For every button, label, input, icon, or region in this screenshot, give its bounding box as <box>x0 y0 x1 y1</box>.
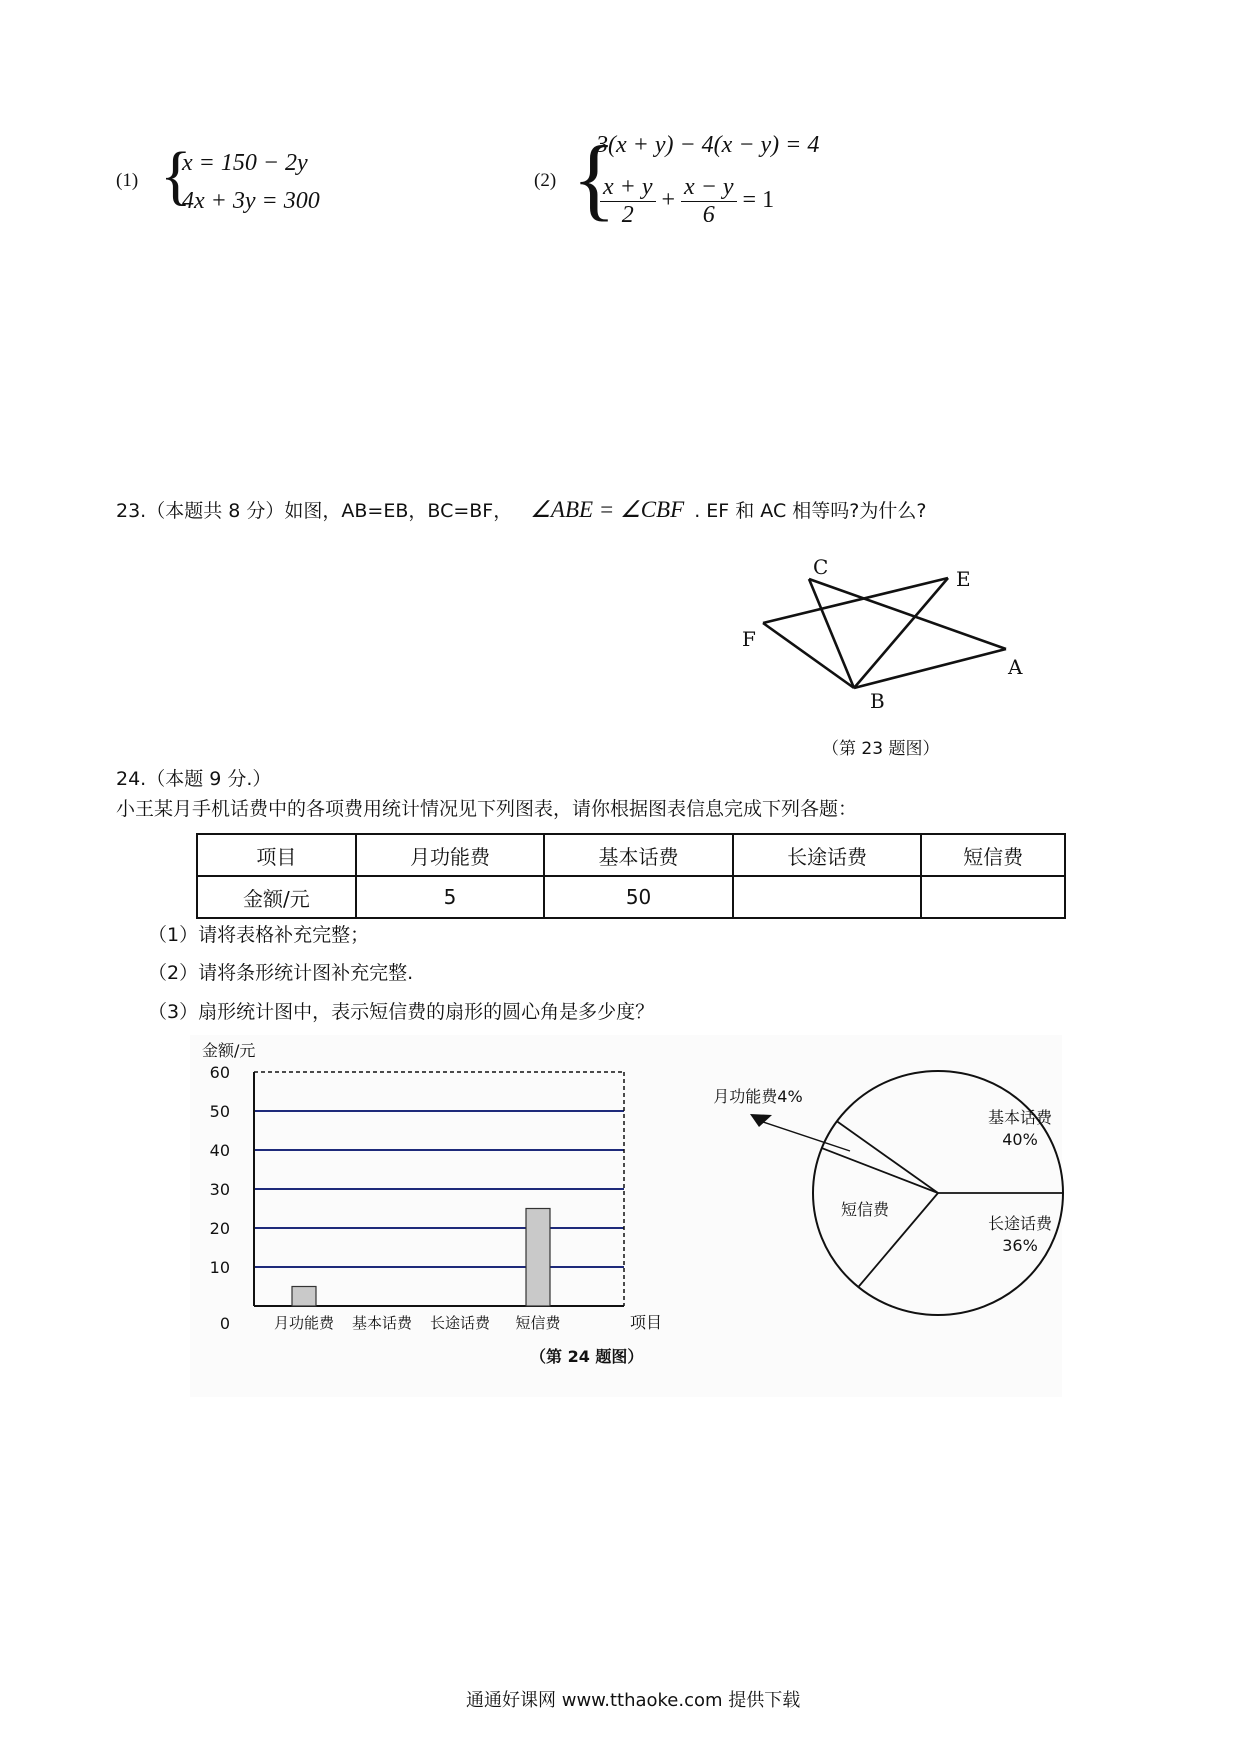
callout-arrow <box>750 1114 772 1127</box>
point-label-c: C <box>813 555 829 579</box>
plus-sign: + <box>661 187 676 214</box>
equation-system-2 <box>534 122 854 242</box>
equation: 3(x + y) − 4(x − y) = 4 <box>596 132 820 158</box>
point-label-e: E <box>956 567 971 591</box>
table-cell: 短信费 <box>921 834 1065 876</box>
slice-value-label: 36% <box>1002 1236 1038 1255</box>
y-axis-label: 金额/元 <box>202 1041 256 1060</box>
table-row <box>197 876 1065 918</box>
segment-be <box>854 578 948 688</box>
angle-expression: ∠ABE = ∠CBF <box>530 497 685 522</box>
y-tick-label: 60 <box>209 1063 230 1082</box>
question-23 <box>116 496 926 523</box>
table-cell <box>921 876 1065 918</box>
slice-value-label: 40% <box>1002 1130 1038 1149</box>
question-text: . EF 和 AC 相等吗?为什么? <box>694 500 927 522</box>
table-cell: 50 <box>544 876 733 918</box>
pie-chart <box>650 1035 1060 1397</box>
y-tick-label: 30 <box>209 1180 230 1199</box>
bar <box>526 1209 550 1307</box>
table-cell <box>733 876 922 918</box>
slice-label: 长途话费 <box>987 1214 1053 1233</box>
figure-caption: （第 24 题图） <box>530 1347 644 1366</box>
x-tick-label: 短信费 <box>515 1314 561 1332</box>
question-text: 23.（本题共 8 分）如图，AB=EB，BC=BF， <box>116 500 513 522</box>
geometry-figure <box>730 552 1030 712</box>
equation: x = 150 − 2y <box>182 150 308 176</box>
pie-divider <box>822 1148 938 1193</box>
table-cell: 基本话费 <box>544 834 733 876</box>
segment-ca <box>809 579 1006 649</box>
table-cell: 5 <box>356 876 545 918</box>
y-tick-label: 40 <box>209 1141 230 1160</box>
fee-table <box>196 833 1066 919</box>
pie-divider <box>837 1121 938 1193</box>
footer: 通通好课网 www.tthaoke.com 提供下载 <box>466 1690 801 1711</box>
x-tick-label: 基本话费 <box>351 1314 413 1332</box>
point-label-b: B <box>870 689 885 713</box>
system-1-label: (1) <box>116 170 139 191</box>
system-2-label: (2) <box>534 170 557 191</box>
figure-caption: （第 23 题图） <box>822 739 940 759</box>
x-axis-label: 项目 <box>630 1313 663 1332</box>
equation: 4x + 3y = 300 <box>182 188 320 214</box>
table-cell: 长途话费 <box>733 834 922 876</box>
callout-line <box>760 1121 850 1151</box>
sub-question-1: （1）请将表格补充完整； <box>148 924 370 946</box>
table-row <box>197 834 1065 876</box>
x-tick-label: 月功能费 <box>273 1314 335 1332</box>
bar <box>292 1287 316 1307</box>
point-label-f: F <box>742 627 756 651</box>
question-24-header: 24.（本题 9 分.） <box>116 768 272 790</box>
fraction: $\frac{x + y}{2}$ <box>600 174 656 229</box>
left-brace: { <box>160 139 192 212</box>
slice-label: 短信费 <box>840 1200 890 1219</box>
segment-ba <box>854 649 1006 688</box>
equation-rhs: = 1 <box>742 187 775 214</box>
slice-label: 基本话费 <box>987 1108 1053 1127</box>
question-24-intro: 小王某月手机话费中的各项费用统计情况见下列图表，请你根据图表信息完成下列各题： <box>116 798 858 820</box>
segment-fe <box>763 578 948 623</box>
y-tick-label: 0 <box>219 1314 230 1333</box>
equation-system-1 <box>116 130 336 225</box>
table-cell: 金额/元 <box>197 876 356 918</box>
sub-question-2: （2）请将条形统计图补充完整. <box>148 962 414 984</box>
bar-chart <box>190 1035 663 1397</box>
table-cell: 项目 <box>197 834 356 876</box>
x-tick-label: 长途话费 <box>429 1314 491 1332</box>
y-tick-label: 20 <box>209 1219 230 1238</box>
left-brace: { <box>572 127 617 229</box>
point-label-a: A <box>1008 655 1023 679</box>
chart-panel <box>190 1035 1062 1397</box>
fraction: $\frac{x - y}{6}$ <box>681 174 737 229</box>
callout-label: 月功能费4% <box>713 1087 803 1106</box>
equation <box>600 174 774 229</box>
sub-question-3: （3）扇形统计图中，表示短信费的扇形的圆心角是多少度？ <box>148 1001 655 1023</box>
table-cell: 月功能费 <box>356 834 545 876</box>
y-tick-label: 50 <box>209 1102 230 1121</box>
y-tick-label: 10 <box>209 1258 230 1277</box>
